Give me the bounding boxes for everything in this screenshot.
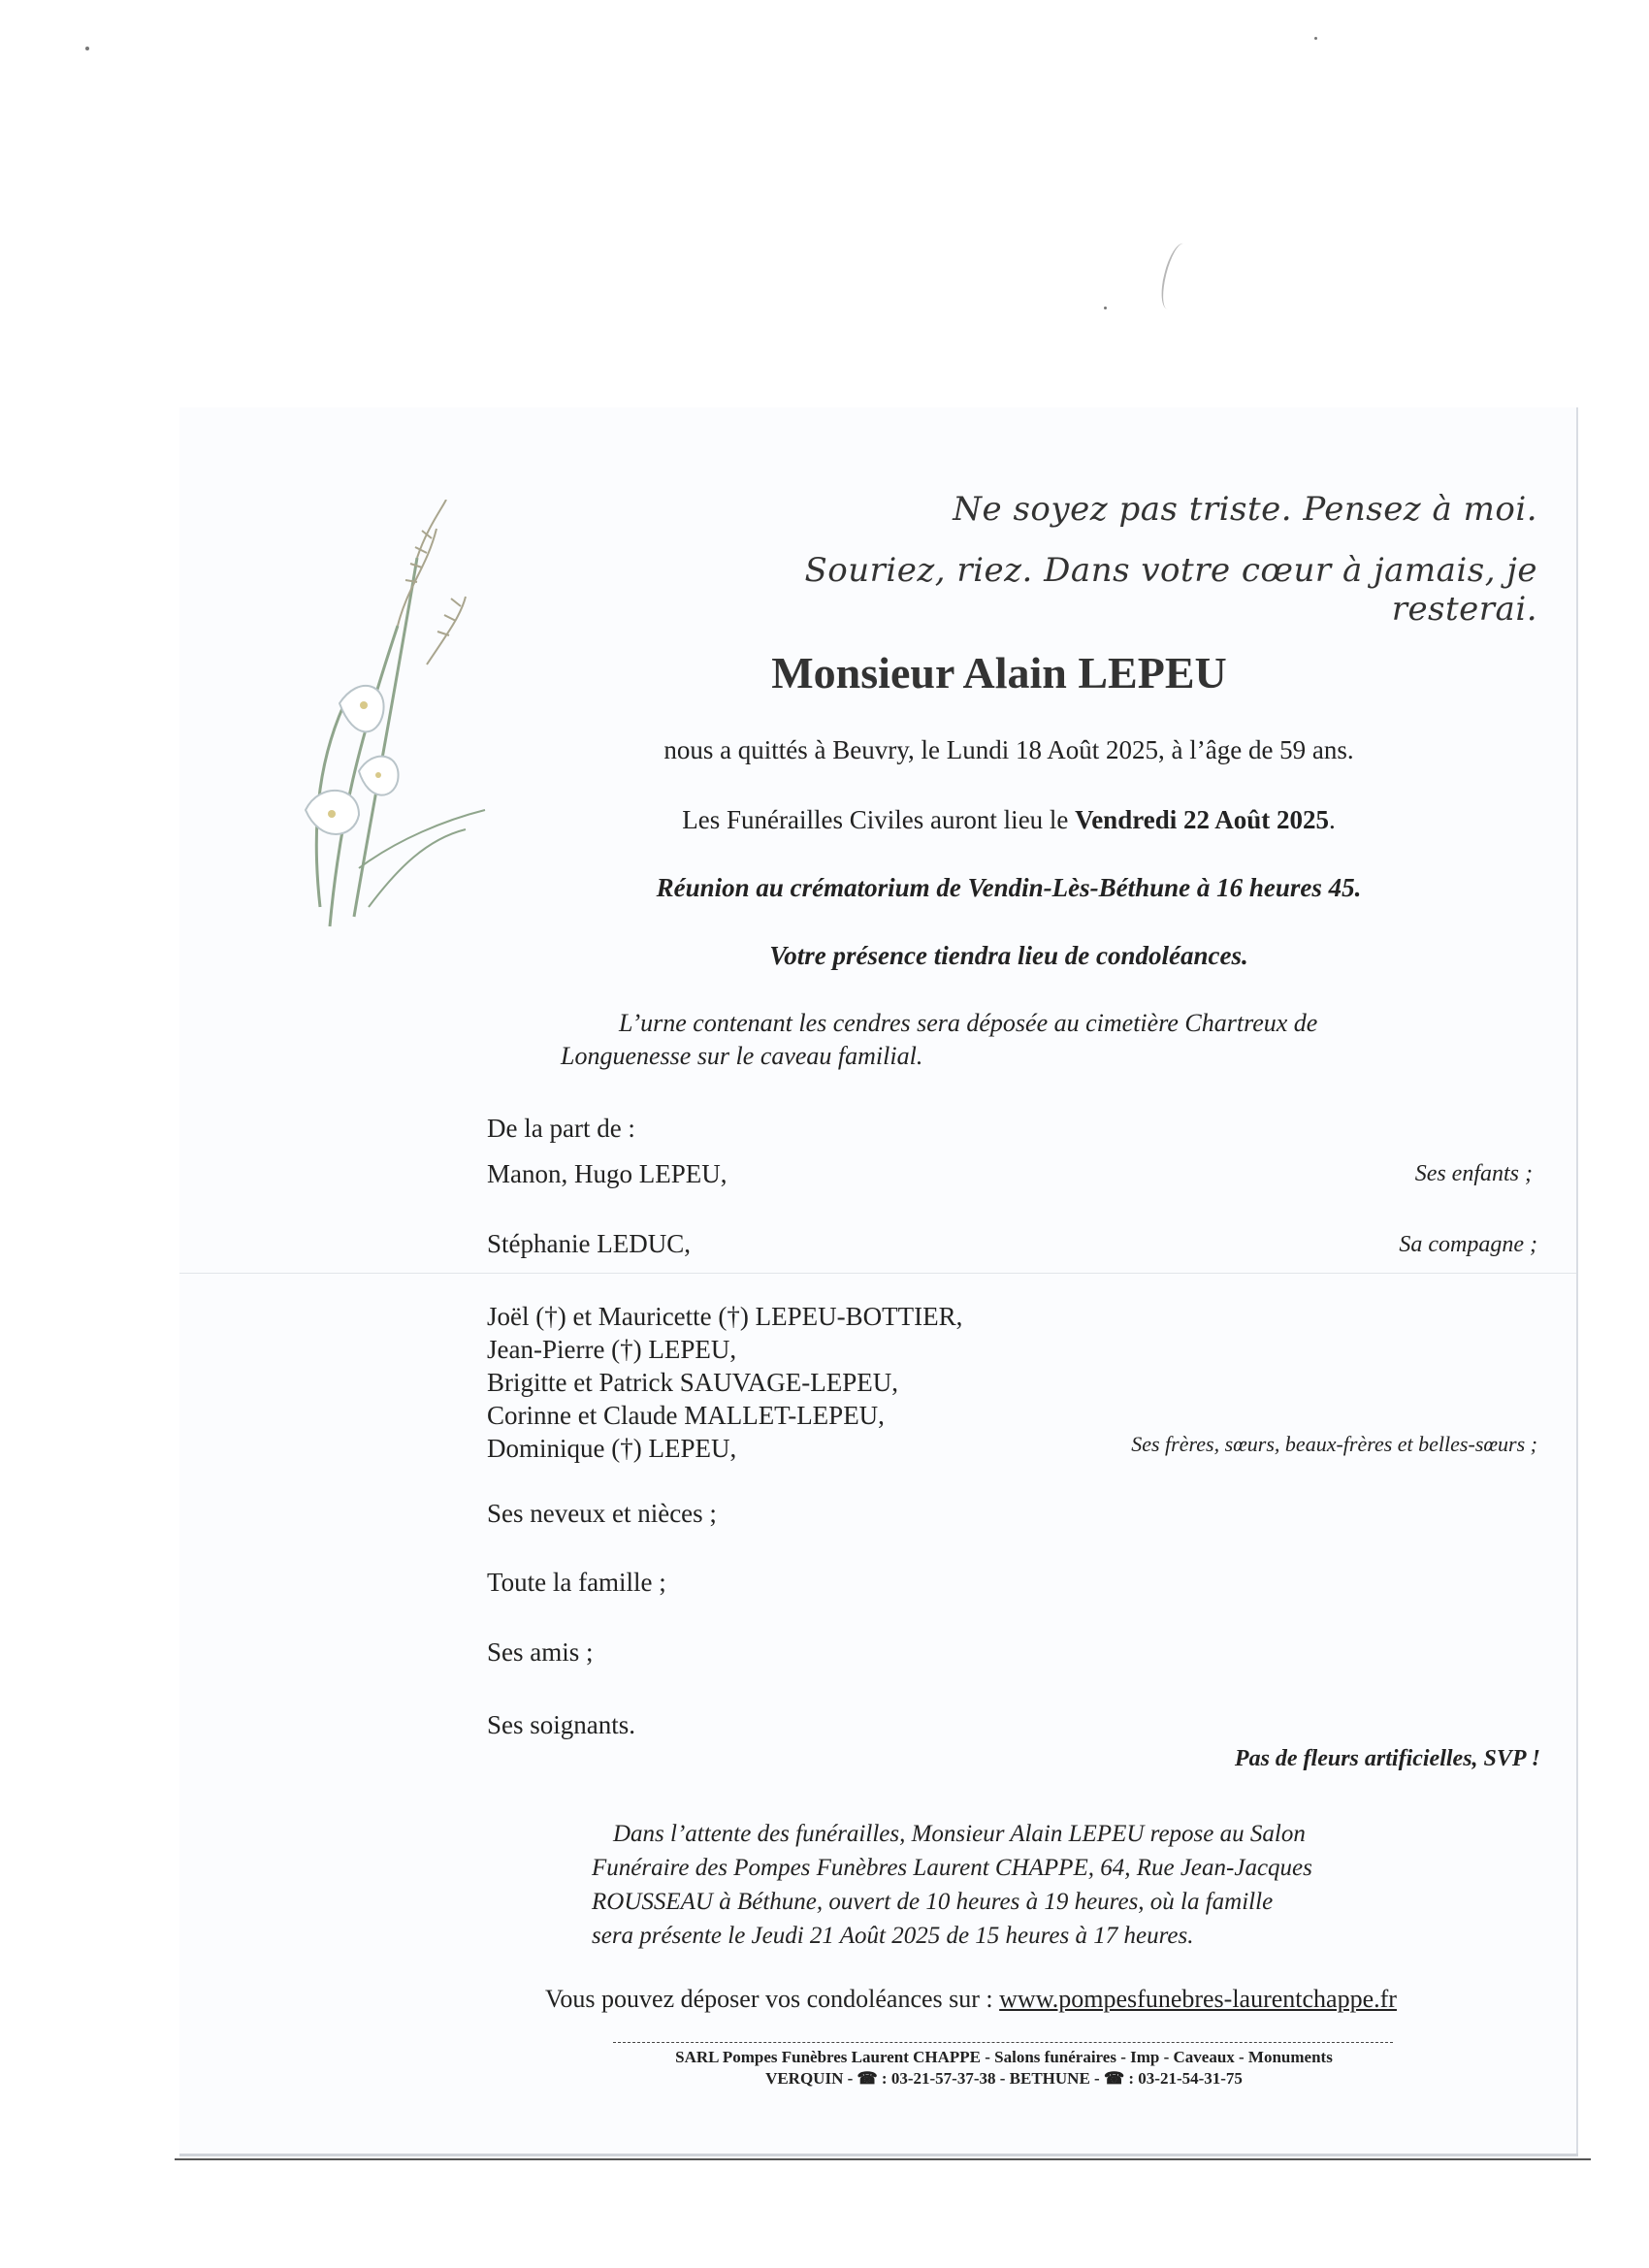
partner-name: Stéphanie LEDUC, — [487, 1229, 691, 1258]
funeral-info — [543, 805, 1474, 835]
funeral-suffix: . — [1328, 805, 1336, 834]
card-bottom-edge — [175, 2158, 1591, 2160]
partner-relation: Sa compagne ; — [1399, 1232, 1537, 1257]
rest-info-line: Funéraire des Pompes Funèbres Laurent CHAPPE, 64, Rue Jean-Jacques — [592, 1855, 1312, 1881]
funeral-date: Vendredi 22 Août 2025 — [1075, 805, 1329, 834]
announcement: nous a quittés à Beuvry, le Lundi 18 Août 2025, à l’âge de 59 ans. — [663, 735, 1354, 764]
quote-line-1: Ne soyez pas triste. Pensez à moi. — [953, 490, 1537, 529]
sibling-entry: Corinne et Claude MALLET-LEPEU, — [487, 1401, 885, 1430]
urn-line-1: L’urne contenant les cendres sera déposée au cimetière Chartreux de — [619, 1009, 1318, 1037]
footer-separator — [613, 2042, 1393, 2043]
fold-line — [179, 1273, 1576, 1274]
from-label: De la part de : — [487, 1114, 635, 1143]
rest-info-line: Dans l’attente des funérailles, Monsieur Alain LEPEU repose au Salon — [613, 1821, 1306, 1847]
siblings-list — [487, 1300, 962, 1465]
siblings-relation: Ses frères, sœurs, beaux-frères et belles-sœurs ; — [1131, 1432, 1537, 1456]
condolences-note: Votre présence tiendra lieu de condoléances. — [769, 941, 1248, 970]
sibling-entry: Brigitte et Patrick SAUVAGE-LEPEU, — [487, 1368, 898, 1397]
footer-company-line: SARL Pompes Funèbres Laurent CHAPPE - Salons funéraires - Imp - Caveaux - Monuments — [675, 2048, 1333, 2066]
scan-speck — [85, 47, 89, 50]
rest-info-line: ROUSSEAU à Béthune, ouvert de 10 heures à 19 heures, où la famille — [592, 1889, 1274, 1915]
online-prefix: Vous pouvez déposer vos condoléances sur : — [545, 1985, 1000, 2013]
urn-line-2: Longuenesse sur le caveau familial. — [561, 1042, 923, 1070]
no-flowers-note: Pas de fleurs artificielles, SVP ! — [1234, 1746, 1540, 1771]
crematorium-meeting: Réunion au crématorium de Vendin-Lès-Béthune à 16 heures 45. — [656, 873, 1362, 902]
footer-phone-line: VERQUIN - ☎ : 03-21-57-37-38 - BETHUNE - ☎ : 03-21-54-31-75 — [765, 2069, 1243, 2088]
rest-info — [592, 1817, 1312, 1953]
caregivers: Ses soignants. — [487, 1710, 636, 1739]
deceased-name: Monsieur Alain LEPEU — [771, 648, 1227, 697]
children-relation: Ses enfants ; — [1414, 1161, 1533, 1186]
children-names: Manon, Hugo LEPEU, — [487, 1159, 728, 1188]
sibling-entry: Jean-Pierre (†) LEPEU, — [487, 1335, 737, 1364]
nephews: Ses neveux et nièces ; — [487, 1499, 717, 1528]
online-condolences — [545, 1985, 1397, 2014]
sibling-entry: Joël (†) et Mauricette (†) LEPEU-BOTTIER, — [487, 1302, 963, 1331]
friends: Ses amis ; — [487, 1637, 594, 1667]
condolences-website-link[interactable]: www.pompesfunebres-laurentchappe.fr — [999, 1985, 1397, 2013]
scan-speck — [1314, 37, 1317, 40]
sibling-entry: Dominique (†) LEPEU, — [487, 1434, 737, 1463]
calla-lily-illustration — [262, 500, 495, 936]
funeral-prefix: Les Funérailles Civiles auront lieu le — [682, 805, 1076, 834]
company-footer — [543, 2047, 1465, 2090]
scan-mark — [1156, 241, 1195, 312]
quote-line-2: Souriez, riez. Dans votre cœur à jamais, je resterai. — [804, 551, 1537, 629]
rest-info-line: sera présente le Jeudi 21 Août 2025 de 15 heures à 17 heures. — [592, 1923, 1194, 1949]
scan-speck — [1104, 307, 1107, 309]
whole-family: Toute la famille ; — [487, 1568, 666, 1597]
